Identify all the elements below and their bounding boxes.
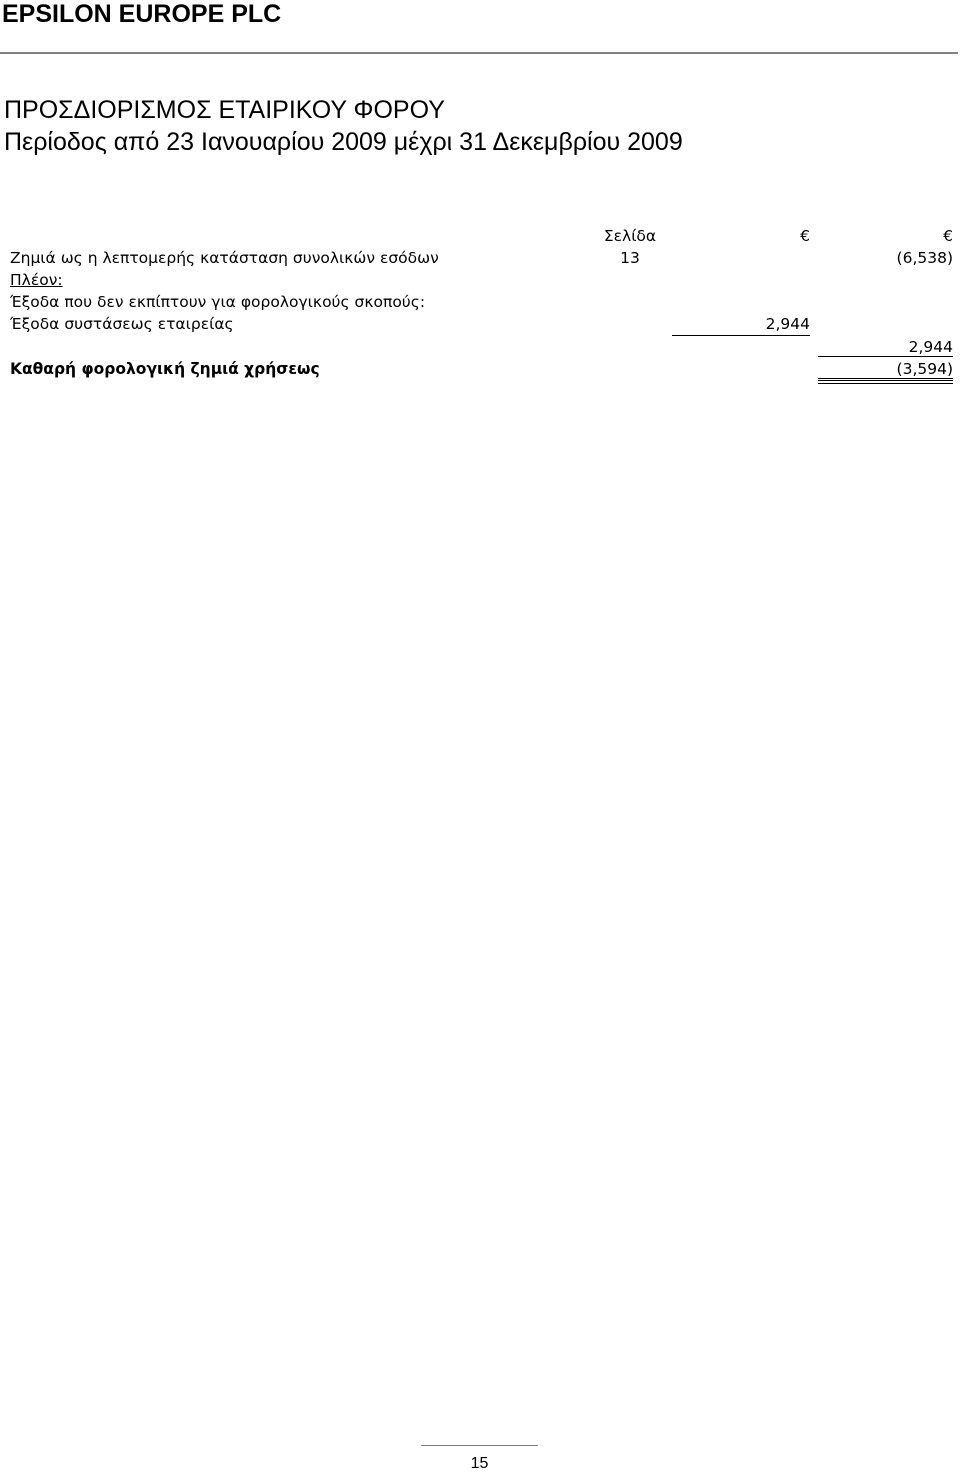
total-double-rule-2 <box>818 383 953 384</box>
subtotal-rule-mid <box>672 335 810 336</box>
row-label-formation-expenses: Έξοδα συστάσεως εταιρείας <box>10 315 234 333</box>
row-value-formation-expenses: 2,944 <box>765 315 810 333</box>
report-period: Περίοδος από 23 Ιανουαρίου 2009 μέχρι 31 Δεκεμβρίου 2009 <box>4 128 683 156</box>
row-value-net-tax-loss: (3,594) <box>896 360 953 378</box>
total-double-rule-1 <box>818 380 953 381</box>
company-name: EPSILON EUROPE PLC <box>2 0 282 28</box>
column-header-currency-mid: € <box>800 227 810 245</box>
row-label-net-tax-loss: Καθαρή φορολογική ζημιά χρήσεως <box>10 360 320 378</box>
column-header-page: Σελίδα <box>603 227 657 245</box>
row-value-loss: (6,538) <box>896 249 953 267</box>
report-title: ΠΡΟΣΔΙΟΡΙΣΜΟΣ ΕΤΑΙΡΙΚΟΥ ΦΟΡΟΥ <box>4 96 445 124</box>
footer-rule <box>421 1445 538 1446</box>
row-page-ref: 13 <box>620 249 640 267</box>
page-number: 15 <box>470 1455 489 1472</box>
column-header-currency-right: € <box>943 227 953 245</box>
header-rule <box>0 52 958 54</box>
row-label-loss: Ζημιά ως η λεπτομερής κατάσταση συνολικών εσόδων <box>10 249 439 267</box>
row-label-non-deductible: Έξοδα που δεν εκπίπτουν για φορολογικούς σκοπούς: <box>10 293 426 311</box>
row-value-subtotal: 2,944 <box>908 338 953 356</box>
row-label-plus: Πλέον: <box>10 271 63 289</box>
